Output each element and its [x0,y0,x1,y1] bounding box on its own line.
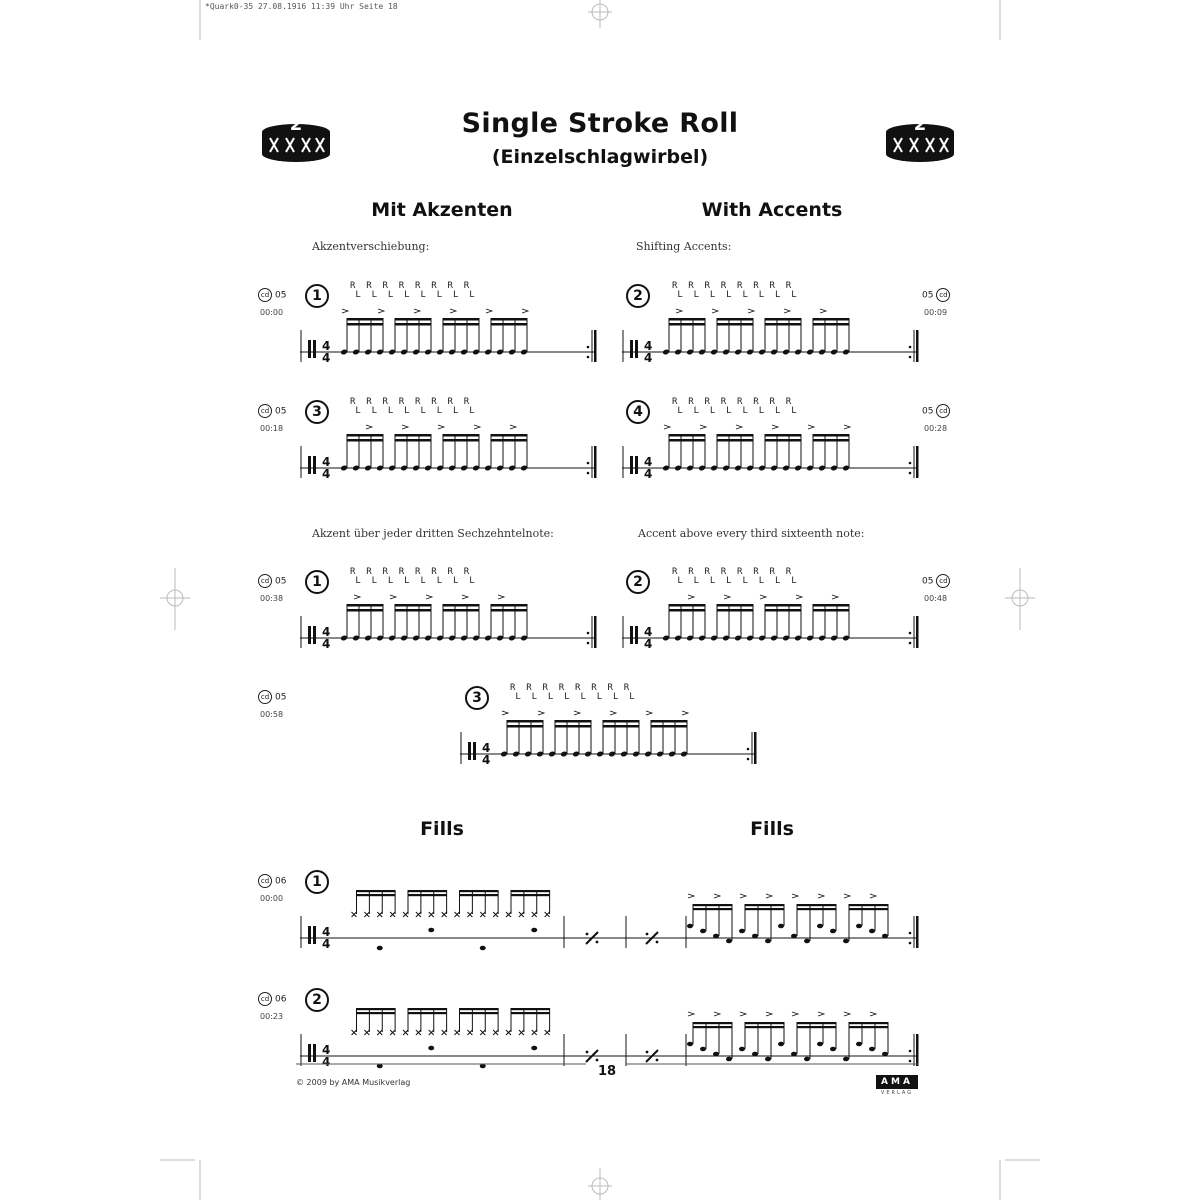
track-time: 00:00 [260,894,284,903]
track-number: 05 [275,692,287,703]
badge-number: 2 [913,114,927,135]
cd-icon: cd [936,574,950,588]
sticking-pattern [672,398,797,416]
cd-icon: cd [258,874,272,888]
cd-icon: cd [258,404,272,418]
sticking-right: R R R R R R R R [350,567,470,577]
sticking-right: R R R R R R R R [350,281,470,291]
cd-icon: cd [258,690,272,704]
track-time: 00:48 [924,594,948,603]
sticking-pattern [350,568,475,586]
page-number: 18 [598,1064,617,1079]
notation-staff [622,300,922,370]
cd-icon: cd [258,574,272,588]
exercise-number: 1 [305,284,329,308]
sticking-right: R R R R R R R R [350,397,470,407]
track-label [922,288,950,302]
svg-text:4: 4 [644,455,653,469]
track-label [258,874,286,888]
svg-text:4: 4 [644,637,653,651]
ama-logo: AMA [876,1075,918,1089]
ama-logo-subtitle: VERLAG [880,1090,914,1096]
section-fills-de: Fills [420,818,464,840]
sticking-left: L L L L L L L L [350,576,475,586]
section-accents-en: With Accents [701,199,843,221]
track-number: 06 [275,994,287,1005]
sticking-left: L L L L L L L L [672,576,797,586]
svg-text:4: 4 [644,625,653,639]
track-time: 00:09 [924,308,948,317]
track-number: 05 [275,576,287,587]
track-time: 00:00 [260,308,284,317]
svg-text:4: 4 [322,625,331,639]
caption-third-en: Accent above every third sixteenth note: [638,527,865,540]
track-label [258,992,286,1006]
track-time: 00:38 [260,594,284,603]
notation-staff [622,416,922,486]
svg-text:4: 4 [322,637,331,651]
track-time: 00:28 [924,424,948,433]
sticking-pattern [672,568,797,586]
cd-icon: cd [258,992,272,1006]
section-accents-de: Mit Akzenten [371,199,513,221]
track-number: 05 [922,406,934,417]
track-label [922,574,950,588]
cd-icon: cd [936,404,950,418]
sticking-left: L L L L L L L L [672,406,797,416]
notation-staff [300,300,600,370]
svg-text:4: 4 [644,467,653,481]
notation-staff [460,702,760,772]
section-fills-en: Fills [750,818,794,840]
track-number: 05 [275,406,287,417]
copyright-text: © 2009 by AMA Musikverlag [296,1078,411,1087]
page-subtitle: (Einzelschlagwirbel) [491,146,709,168]
sticking-pattern [350,282,475,300]
exercise-number: 2 [305,988,329,1012]
exercise-number: 3 [305,400,329,424]
caption-third-de: Akzent über jeder dritten Sechzehntelnote: [312,527,554,540]
cd-icon: cd [258,288,272,302]
svg-text:4: 4 [644,339,653,353]
track-number: 05 [922,576,934,587]
track-time: 00:18 [260,424,284,433]
svg-text:4: 4 [482,741,491,755]
print-slug: *Quark0-35 27.08.1916 11:39 Uhr Seite 18 [205,2,398,11]
sticking-right: R R R R R R R R [672,281,792,291]
track-number: 06 [275,876,287,887]
page-title: Single Stroke Roll [461,108,739,139]
sticking-right: R R R R R R R R [672,397,792,407]
svg-text:4: 4 [322,1043,331,1057]
track-label [922,404,950,418]
svg-text:4: 4 [322,455,331,469]
notation-staff [300,586,600,656]
sticking-right: R R R R R R R R [672,567,792,577]
sticking-pattern [672,282,797,300]
track-label [258,404,286,418]
svg-text:4: 4 [322,937,331,951]
track-label [258,574,286,588]
exercise-number: 2 [626,570,650,594]
sticking-left: L L L L L L L L [510,692,635,702]
notation-staff [300,416,600,486]
sticking-right: R R R R R R R R [510,683,630,693]
svg-text:4: 4 [482,753,491,767]
exercise-number: 1 [305,870,329,894]
notation-staff [300,886,922,956]
sticking-left: L L L L L L L L [350,290,475,300]
cd-icon: cd [936,288,950,302]
notation-staff [622,586,922,656]
sticking-pattern [350,398,475,416]
track-number: 05 [275,290,287,301]
badge-number: 2 [289,114,303,135]
exercise-number: 3 [465,686,489,710]
svg-text:4: 4 [322,351,331,365]
svg-text:4: 4 [322,467,331,481]
svg-text:4: 4 [322,1055,331,1069]
sticking-pattern [510,684,635,702]
track-time: 00:23 [260,1012,284,1021]
exercise-number: 4 [626,400,650,424]
track-number: 05 [922,290,934,301]
svg-text:4: 4 [322,339,331,353]
sticking-left: L L L L L L L L [672,290,797,300]
svg-text:4: 4 [644,351,653,365]
sticking-left: L L L L L L L L [350,406,475,416]
caption-shift-de: Akzentverschiebung: [312,240,430,253]
caption-shift-en: Shifting Accents: [636,240,732,253]
track-time: 00:58 [260,710,284,719]
exercise-number: 2 [626,284,650,308]
svg-text:4: 4 [322,925,331,939]
exercise-number: 1 [305,570,329,594]
track-label [258,690,286,704]
track-label [258,288,286,302]
